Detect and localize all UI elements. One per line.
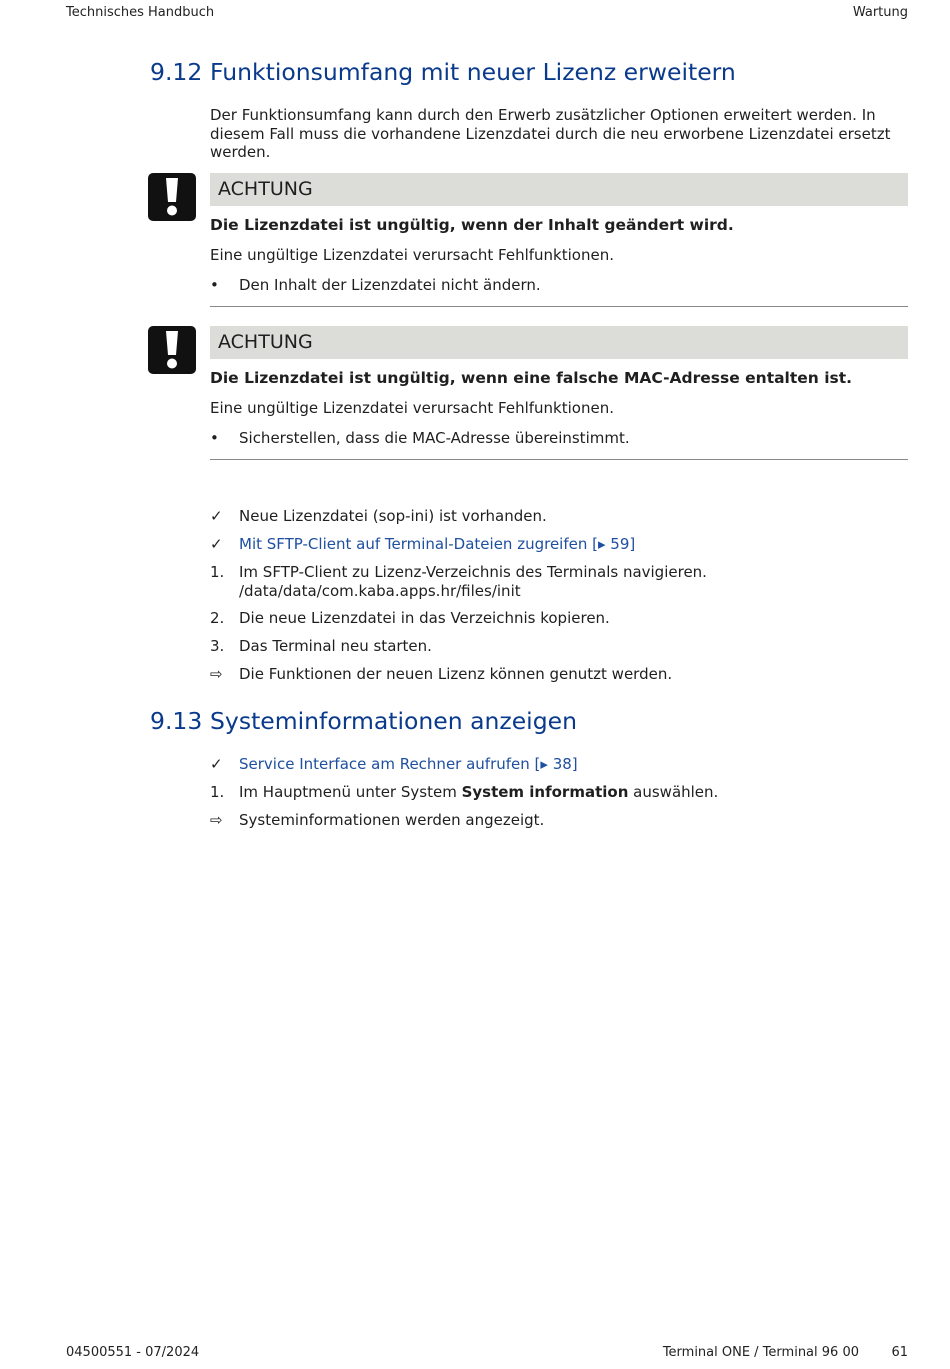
- result-item: [210, 811, 908, 831]
- warning-exclamation-icon: [148, 326, 196, 374]
- result-arrow-icon: ⇨: [210, 811, 223, 829]
- link-page[interactable]: 38]: [547, 755, 578, 773]
- link-text[interactable]: Service Interface am Rechner aufrufen [: [239, 755, 541, 773]
- step-text-pre: Im Hauptmenü unter System: [239, 783, 462, 801]
- notice-divider: [210, 459, 908, 460]
- bullet-mark: •: [210, 429, 219, 447]
- footer-doc-number: 04500551 - 07/2024: [66, 1345, 200, 1360]
- cross-reference-link[interactable]: [239, 755, 578, 774]
- step-text: [239, 783, 718, 802]
- notice-text: Eine ungültige Lizenzdatei verursacht Fehlfunktionen.: [210, 399, 614, 417]
- result-item: [210, 665, 908, 685]
- intro-line: diesem Fall muss die vorhandene Lizenzdatei durch die neu erworbene Lizenzdatei ersetzt: [210, 124, 891, 143]
- section-heading-9-12: [150, 58, 870, 88]
- check-icon: ✓: [210, 755, 223, 773]
- intro-line: Der Funktionsumfang kann durch den Erwerb zusätzlicher Optionen erweitert werden. In: [210, 106, 876, 124]
- check-icon: ✓: [210, 535, 223, 553]
- page-number: 61: [891, 1345, 908, 1360]
- result-text: Die Funktionen der neuen Lizenz können genutzt werden.: [239, 665, 673, 683]
- notice-title: Die Lizenzdatei ist ungültig, wenn der Inhalt geändert wird.: [210, 216, 734, 234]
- prerequisite-item: [210, 535, 908, 555]
- step-item: [210, 563, 908, 603]
- section-number: 9.13: [150, 707, 203, 735]
- exclamation-icon: [162, 330, 182, 370]
- step-text-post: auswählen.: [628, 783, 719, 801]
- bullet-text: Den Inhalt der Lizenzdatei nicht ändern.: [239, 276, 541, 294]
- step-text: Neue Lizenzdatei (sop-ini) ist vorhanden.: [239, 507, 547, 525]
- step-path: /data/data/com.kaba.apps.hr/files/init: [239, 581, 521, 600]
- section-number: 9.12: [150, 58, 203, 86]
- check-icon: ✓: [210, 507, 223, 525]
- section-title: Funktionsumfang mit neuer Lizenz erweitern: [210, 58, 736, 86]
- menu-item-name: System information: [461, 783, 629, 801]
- page-arrow-icon[interactable]: ▸: [597, 535, 606, 553]
- result-text: Systeminformationen werden angezeigt.: [239, 811, 545, 829]
- step-number: 1.: [210, 563, 225, 581]
- notice-label-bar: ACHTUNG: [210, 326, 908, 359]
- result-arrow-icon: ⇨: [210, 665, 223, 683]
- section-heading-9-13: [150, 707, 870, 737]
- cross-reference-link[interactable]: [239, 535, 635, 554]
- step-item: [210, 609, 908, 629]
- section-title: Systeminformationen anzeigen: [210, 707, 577, 735]
- bullet-text: Sicherstellen, dass die MAC-Adresse übereinstimmt.: [239, 429, 630, 447]
- step-item: [210, 637, 908, 657]
- notice-label-bar: ACHTUNG: [210, 173, 908, 206]
- prerequisite-item: [210, 755, 908, 775]
- step-text: [239, 563, 707, 600]
- intro-paragraph: [210, 106, 910, 162]
- warning-exclamation-icon: [148, 173, 196, 221]
- step-number: 1.: [210, 783, 225, 801]
- step-text-line: Im SFTP-Client zu Lizenz-Verzeichnis des Terminals navigieren.: [239, 563, 707, 581]
- notice-divider: [210, 306, 908, 307]
- notice-text: Eine ungültige Lizenzdatei verursacht Fehlfunktionen.: [210, 246, 614, 264]
- intro-line: werden.: [210, 143, 271, 161]
- prerequisite-item: [210, 507, 908, 527]
- step-text: Die neue Lizenzdatei in das Verzeichnis kopieren.: [239, 609, 610, 627]
- page-arrow-icon[interactable]: ▸: [540, 755, 548, 773]
- link-text[interactable]: Mit SFTP-Client auf Terminal-Dateien zugreifen [: [239, 535, 598, 553]
- step-text: Das Terminal neu starten.: [239, 637, 432, 655]
- step-item: [210, 783, 908, 803]
- header-right: Wartung: [852, 5, 908, 20]
- step-number: 3.: [210, 637, 225, 655]
- notice-title: Die Lizenzdatei ist ungültig, wenn eine falsche MAC-Adresse entalten ist.: [210, 369, 853, 387]
- exclamation-icon: [162, 177, 182, 217]
- bullet-mark: •: [210, 276, 219, 294]
- link-page[interactable]: 59]: [605, 535, 636, 553]
- footer-product: Terminal ONE / Terminal 96 00: [662, 1345, 859, 1360]
- notice-bullet: [210, 429, 908, 449]
- step-number: 2.: [210, 609, 225, 627]
- notice-bullet: [210, 276, 908, 296]
- header-left: Technisches Handbuch: [66, 5, 215, 20]
